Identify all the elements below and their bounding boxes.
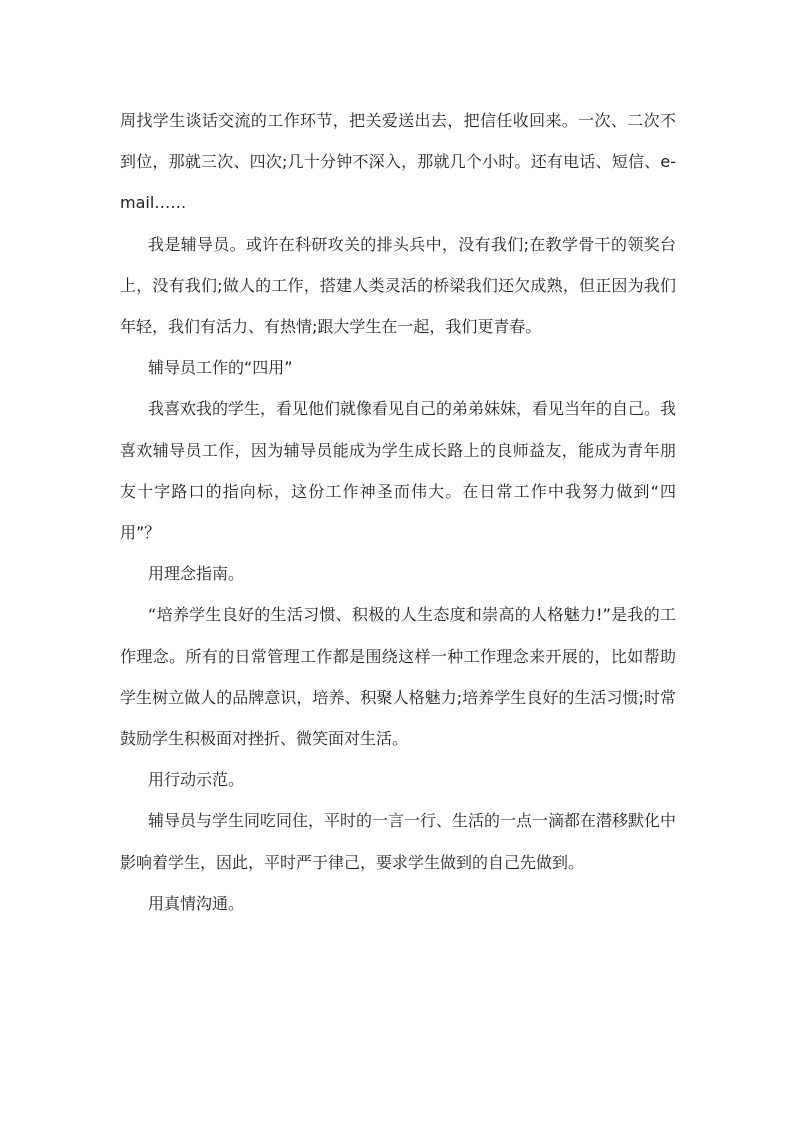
paragraph: 我喜欢我的学生，看见他们就像看见自己的弟弟妹妹，看见当年的自己。我喜欢辅导员工作，因为辅导员能成为学生成长路上的良师益友，能成为青年朋友十字路口的指向标，这份工作神圣而伟大。在日常工作中我努力做到“四用”？: [120, 399, 677, 543]
paragraph: “培养学生良好的生活习惯、积极的人生态度和崇高的人格魅力!”是我的工作理念。所有的日常管理工作都是围绕这样一种工作理念来开展的，比如帮助学生树立做人的品牌意识，培养、积聚人格魅力;培养学生良好的生活习惯;时常鼓励学生积极面对挫折、微笑面对生活。: [120, 605, 676, 749]
subheading: 用行动示范。: [148, 770, 245, 790]
document-body: [120, 100, 676, 924]
paragraph: 辅导员与学生同吃同住，平时的一言一行、生活的一点一滴都在潜移默化中影响着学生，因此，平时严于律己，要求学生做到的自己先做到。: [120, 811, 677, 872]
paragraph: 我是辅导员。或许在科研攻关的排头兵中，没有我们;在教学骨干的领奖台上，没有我们;做人的工作，搭建人类灵活的桥梁我们还欠成熟，但正因为我们年轻，我们有活力、有热情;跟大学生在一起，我们更青春。: [120, 234, 676, 337]
section-heading: 辅导员工作的“四用”: [148, 358, 293, 378]
subheading: 用理念指南。: [148, 564, 245, 584]
paragraph: 周找学生谈话交流的工作环节，把关爱送出去，把信任收回来。一次、二次不到位，那就三次、四次;几十分钟不深入，那就几个小时。还有电话、短信、e-mail……: [120, 111, 676, 213]
subheading: 用真情沟通。: [148, 893, 245, 913]
